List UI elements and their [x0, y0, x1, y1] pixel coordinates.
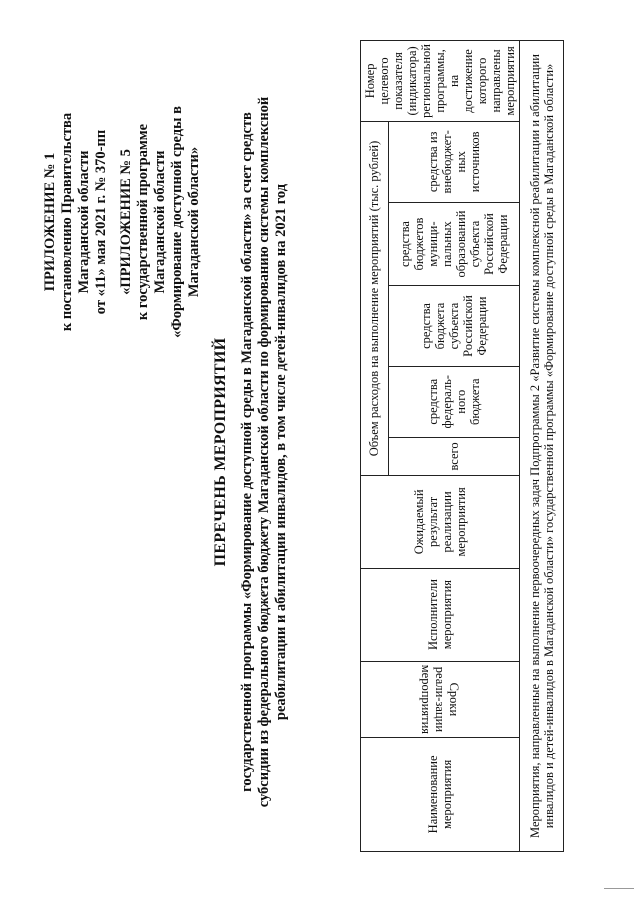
appendix5-line: «Формирование доступной среды в — [169, 106, 185, 338]
header-total: всего — [388, 437, 519, 475]
appendix5-line: Магаданской области» — [186, 146, 202, 298]
header-volume: Объем расходов на выполнение мероприятий (тыс. рублей) — [361, 121, 389, 475]
header-executors: Исполнители мероприятия — [361, 568, 520, 661]
header-period-text: Сроки реали-зации мероприятия — [419, 664, 461, 734]
header-indicator: Номер целевого показателя (индикатора) региональной программы, на достижение которого направлены мероприятия — [361, 41, 520, 122]
header-federal: средства федераль-ного бюджета — [388, 366, 519, 437]
section-row: Мероприятия, направленные на выполнение первоочередных задач Подпрограммы 2 «Развитие системы комплексной реабилитации и абилитации инвалидов и детей-инвалидов в Магаданской области» государственной программы «Формирование доступной среды в Магаданской области» — [520, 41, 564, 852]
appendix1-date: от «11» мая 2021 г. № 370-пп — [93, 129, 109, 315]
header-municipal: средства бюджетов муници-пальных образований субъекта Российской Федерации — [388, 202, 519, 285]
appendix-header — [42, 22, 203, 422]
header-period — [361, 661, 520, 737]
rotated-page — [40, 12, 600, 892]
table-row — [520, 41, 564, 852]
header-result: Ожидаемый результат реализации мероприятия — [361, 476, 520, 568]
measures-table-wrap — [360, 40, 564, 852]
appendix1-line: к постановлению Правительства — [59, 112, 75, 332]
appendix1-title: ПРИЛОЖЕНИЕ № 1 — [42, 152, 58, 292]
appendix5-line: Магаданской области — [152, 150, 168, 294]
document-heading — [212, 12, 290, 892]
page-edge-mark — [604, 888, 634, 889]
header-offbudget: средства из внебюджет-ных источников — [388, 121, 519, 202]
heading-line: государственной программы «Формирование доступной среды в Магаданской области» за счет средств — [239, 112, 255, 792]
page-title: ПЕРЕЧЕНЬ МЕРОПРИЯТИЙ — [212, 337, 229, 567]
heading-line: субсидии из федерального бюджета бюджету Магаданской области по формированию системы комплексной — [256, 96, 272, 808]
header-subject: средства бюджета субъекта Российской Федерации — [388, 286, 519, 366]
appendix1-line: Магаданской области — [76, 150, 92, 294]
heading-line: реабилитации и абилитации инвалидов, в том числе детей-инвалидов на 2021 год — [273, 183, 289, 721]
appendix5-title: «ПРИЛОЖЕНИЕ № 5 — [118, 149, 134, 295]
header-name: Наименование мероприятия — [361, 737, 520, 851]
appendix5-line: к государственной программе — [135, 123, 151, 321]
measures-table — [360, 40, 564, 852]
